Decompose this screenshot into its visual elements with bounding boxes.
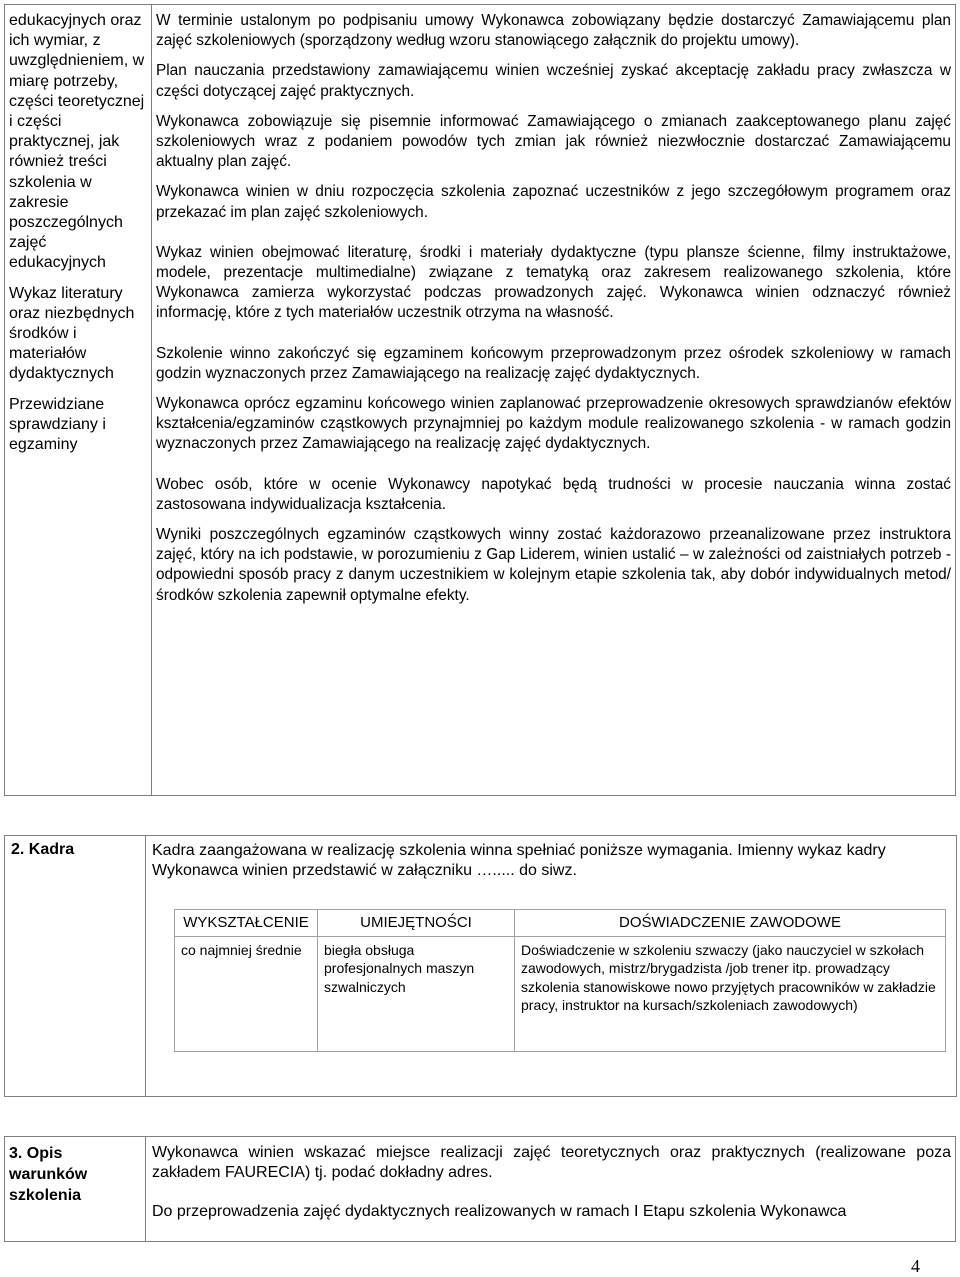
table-row (175, 937, 946, 1052)
requirements-table-section1 (4, 4, 956, 796)
cell-experience: Doświadczenie w szkoleniu szwaczy (jako nauczyciel w szkołach zawodowych, mistrz/brygadzista /job trener itp. prowadzący szkolenia stanowiskowe nowo przyjętych pracowników w zakładzie pracy, instruktor na kursach/szkoleniach zawodowych) (515, 937, 946, 1052)
left-label-literatura: Wykaz literatury oraz niezbędnych środków i materiałów dydaktycznych (9, 284, 135, 383)
cell-skills: biegła obsługa profesjonalnych maszyn szwalniczych (318, 937, 515, 1052)
section1-right-column (152, 5, 956, 796)
section3-label: 3. Opis warunków szkolenia (5, 1137, 146, 1242)
staff-section-table (4, 835, 957, 1097)
header-experience: DOŚWIADCZENIE ZAWODOWE (515, 910, 946, 937)
paragraph-plan-acceptance: Plan nauczania przedstawiony zamawiającemu winien wcześniej zyskać akceptację zakładu pracy zwłaszcza w części dotyczącej zajęć praktycznych. (156, 62, 951, 100)
paragraph-exam-analysis: Wyniki poszczególnych egzaminów cząstkowych winny zostać każdorazowo przeanalizowane przez instruktora zajęć, który na ich podstawie, w porozumieniu z Gap Liderem, winien ustalić – w zależności od zaistniałych potrzeb - odpowiedni sposób pracy z danym uczestnikiem w kolejnym etapie szkolenia tak, aby dobór indywidualnych metod/środków szkolenia zapewnił optymalne efekty. (156, 526, 951, 604)
training-conditions-table (4, 1136, 956, 1242)
paragraph-plan-delivery: W terminie ustalonym po podpisaniu umowy Wykonawca zobowiązany będzie dostarczyć Zamawiającemu plan zajęć szkoleniowych (sporządzony według wzoru stanowiącego załącznik do projektu umowy). (156, 12, 951, 50)
paragraph-individualization: Wobec osób, które w ocenie Wykonawcy napotykać będą trudności w procesie nauczania winna zostać zastosowana indywidualizacja kształcenia. (156, 475, 951, 513)
qualifications-table (174, 909, 946, 1052)
left-label-egzaminy: Przewidziane sprawdziany i egzaminy (9, 395, 106, 454)
page-number: 4 (911, 1256, 920, 1276)
qualifications-header-row (175, 910, 946, 937)
cell-education: co najmniej średnie (175, 937, 318, 1052)
section2-content (146, 836, 957, 1097)
paragraph-final-exam: Szkolenie winno zakończyć się egzaminem końcowym przeprowadzonym przez ośrodek szkoleniowy w ramach godzin wyznaczonych przez Zamawiającego na realizację zajęć dydaktycznych. (156, 344, 951, 382)
section3-content (146, 1137, 956, 1242)
section1-left-column (5, 5, 152, 796)
header-education: WYKSZTAŁCENIE (175, 910, 318, 937)
paragraph-program-intro: Wykonawca winien w dniu rozpoczęcia szkolenia zapoznać uczestników z jego szczegółowym programem oraz przekazać im plan zajęć szkoleniowych. (156, 183, 951, 221)
paragraph-location: Wykonawca winien wskazać miejsce realizacji zajęć teoretycznych oraz praktycznych (realizowane poza zakładem FAURECIA) tj. podać dokładny adres. (152, 1144, 951, 1181)
header-skills: UMIEJĘTNOŚCI (318, 910, 515, 937)
section2-label: 2. Kadra (5, 836, 146, 1097)
paragraph-literature: Wykaz winien obejmować literaturę, środki i materiały dydaktyczne (typu plansze ścienne, filmy instruktażowe, modele, prezentacje multimedialne) związane z tematyką oraz zakresem realizowanego szkolenia, które Wykonawca zamierza wykorzystać podczas prowadzonych zajęć. Wykonawca winien odznaczyć również informację, które z tych materiałów uczestnik otrzyma na własność. (156, 243, 951, 322)
paragraph-partial-exams: Wykonawca oprócz egzaminu końcowego winien zaplanować przeprowadzenie okresowych sprawdzianów efektów kształcenia/egzaminów cząstkowych przynajmniej po każdym module realizowanego szkolenia - w ramach godzin wyznaczonych przez Zamawiającego na realizację zajęć dydaktycznych. (156, 395, 951, 453)
left-label-edukacyjnych: edukacyjnych oraz ich wymiar, z uwzględnieniem, w miarę potrzeby, części teoretycznej i części praktycznej, jak również treści szkolenia w zakresie poszczególnych zajęć edukacyjnych (9, 12, 145, 272)
section2-intro: Kadra zaangażowana w realizację szkolenia winna spełniać poniższe wymagania. Imienny wykaz kadry Wykonawca winien przedstawić w załączniku …..... do siwz. (152, 842, 886, 879)
paragraph-stage1: Do przeprowadzenia zajęć dydaktycznych realizowanych w ramach I Etapu szkolenia Wykonawca (152, 1203, 847, 1220)
paragraph-plan-changes: Wykonawca zobowiązuje się pisemnie informować Zamawiającego o zmianach zaakceptowanego planu zajęć szkoleniowych wraz z podaniem powodów tych zmian jak również niezwłocznie dostarczać Zamawiającemu aktualny plan zajęć. (156, 112, 951, 171)
